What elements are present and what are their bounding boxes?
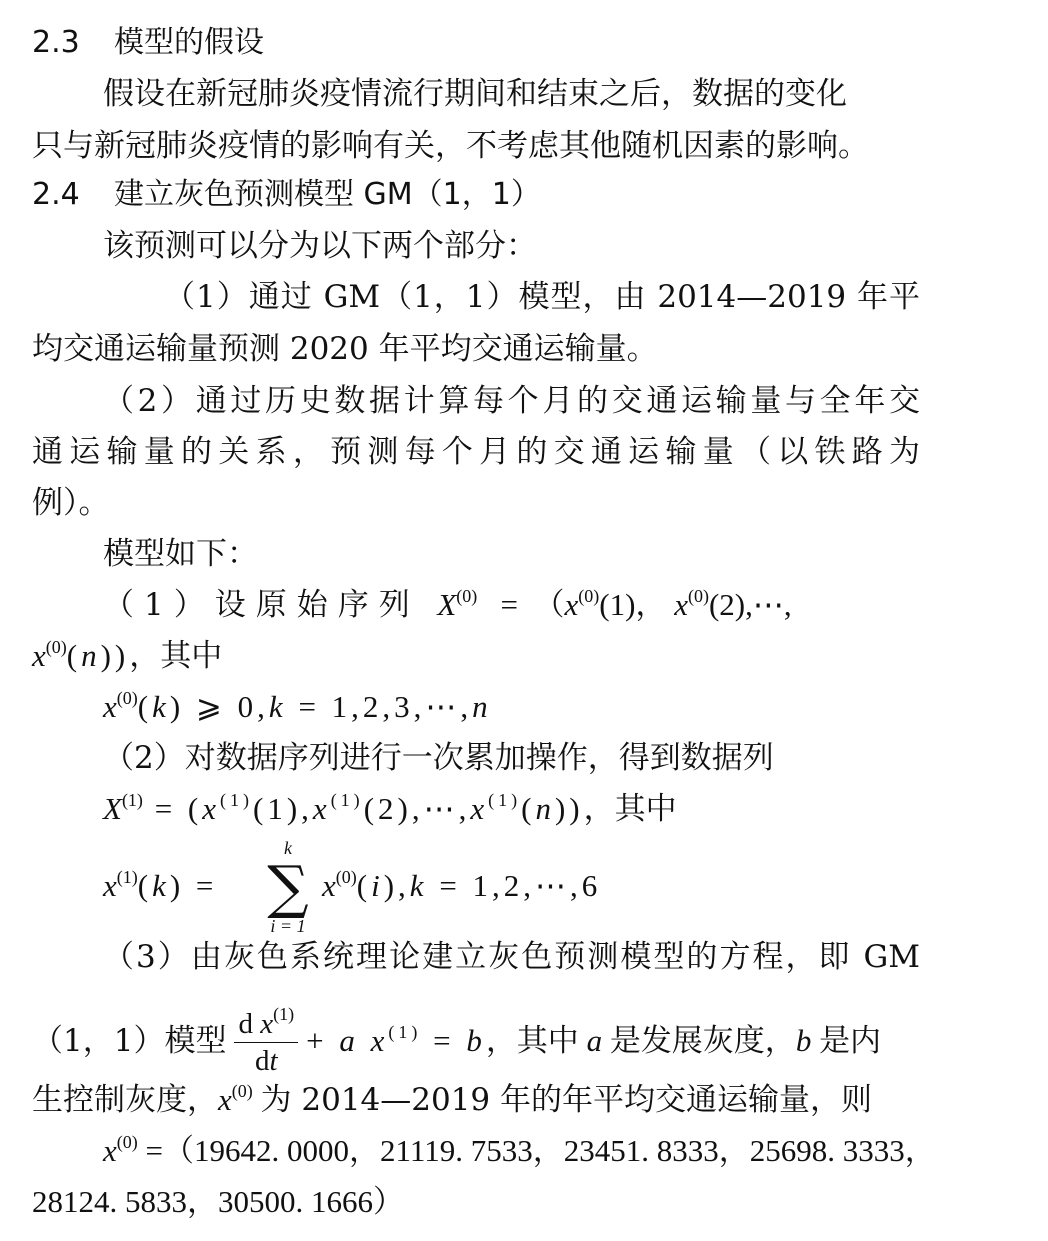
- line3-part-a: 生控制灰度，: [32, 1082, 218, 1118]
- line3-part-b: 为 2014—2019 年的年平均交通运输量，则: [260, 1082, 873, 1118]
- section-heading-2-3: [32, 23, 264, 63]
- data-values-1: =（19642. 0000，21119. 7533，23451. 8333，25698. 3333，: [145, 1133, 936, 1168]
- where-a: ，其中: [485, 1023, 579, 1059]
- math-a: a: [578, 1023, 610, 1058]
- math-b: b: [795, 1023, 820, 1058]
- b-description: 是内: [819, 1023, 882, 1059]
- math-condition: (k) ⩾ 0,k = 1,2,3,⋯,n: [137, 689, 492, 724]
- sigma-glyph: ∑: [267, 853, 309, 921]
- math-x1-k: $x^{(1)}$: [103, 866, 138, 903]
- part2-line-1: （2）通过历史数据计算每个月的交通运输量与全年交: [103, 383, 920, 419]
- section-title: 模型的假设: [114, 25, 264, 60]
- frac-numerator: d $x^{(1)}$: [234, 1006, 298, 1043]
- intro-line: 该预测可以分为以下两个部分：: [103, 228, 537, 264]
- math-x0-1: $x^{(0)}$: [564, 585, 600, 622]
- model-word: （1，1）模型: [32, 1023, 227, 1059]
- sum-lower-limit: i = 1: [270, 916, 306, 936]
- math-op: = （: [500, 587, 565, 622]
- math-eq: (k) =: [137, 868, 218, 903]
- math-sequence: = $(x^{(1)}(1),x^{(1)}(2),\cdots,x^{(1)}(n))$: [142, 789, 584, 826]
- step1-line-1: [103, 585, 920, 625]
- math-x0: $x^{(0)}$: [103, 1131, 138, 1168]
- part1-line-2: 均交通运输量预测 2020 年平均交通运输量。: [32, 331, 658, 367]
- math-arg: (1)，: [599, 587, 675, 622]
- step3-line-1: （3）由灰色系统理论建立灰色预测模型的方程，即 GM: [103, 939, 920, 975]
- step1-condition: [103, 687, 492, 727]
- assumption-line-2: 只与新冠肺炎疫情的影响有关，不考虑其他随机因素的影响。: [32, 128, 869, 164]
- data-values-line-1: [103, 1131, 936, 1171]
- frac-denominator: dt: [254, 1045, 278, 1077]
- step1-tail: ，其中: [129, 638, 223, 674]
- math-X0: $X^{(0)}$: [429, 585, 478, 622]
- step1-label: （1）设原始序列: [103, 587, 420, 623]
- part2-line-2: 通运输量的关系，预测每个月的交通运输量（以铁路为: [32, 434, 920, 470]
- assumption-line-1: 假设在新冠肺炎疫情流行期间和结束之后，数据的变化: [103, 76, 847, 112]
- math-x0-k: $x^{(0)}$: [103, 687, 138, 724]
- math-x0: $x^{(0)}$: [218, 1080, 253, 1117]
- step3-line-2: [32, 1006, 881, 1079]
- math-x0-n: $x^{(0)}$: [32, 636, 67, 673]
- sum-formula-rhs: [322, 866, 601, 906]
- math-range: (i),k = 1,2,⋯,6: [356, 868, 602, 903]
- step2-tail: ，其中: [583, 791, 677, 827]
- part1-line-1: （1）通过 GM（1，1）模型，由 2014—2019 年平: [164, 279, 920, 315]
- section-heading-2-4: [32, 175, 541, 215]
- sum-upper-limit: k: [284, 838, 292, 858]
- sum-formula-lhs: [103, 866, 217, 906]
- math-X1: $X^{(1)}$: [103, 789, 143, 826]
- math-equation: + a $x^{(1)} = b$: [306, 1021, 486, 1058]
- math-arg: (n)): [66, 638, 130, 673]
- model-intro: 模型如下：: [103, 536, 258, 572]
- derivative-fraction: [234, 1006, 298, 1079]
- data-values-line-2: 28124. 5833，30500. 1666）: [32, 1184, 404, 1219]
- part2-line-3: 例）。: [32, 485, 110, 521]
- math-x0-2: $x^{(0)}$: [674, 585, 709, 622]
- step2-sequence: [103, 789, 677, 829]
- step2-line: （2）对数据序列进行一次累加操作，得到数据列: [103, 740, 774, 776]
- step3-line-3: [32, 1080, 872, 1120]
- step1-line-2: [32, 636, 222, 676]
- math-arg: (2),⋯,: [708, 587, 792, 622]
- section-number: 2.3: [32, 25, 80, 60]
- section-number: 2.4: [32, 177, 80, 212]
- a-description: 是发展灰度，: [609, 1023, 796, 1059]
- sum-symbol: [258, 838, 318, 936]
- math-x0-i: $x^{(0)}$: [322, 866, 357, 903]
- section-title: 建立灰色预测模型 GM（1，1）: [114, 177, 541, 212]
